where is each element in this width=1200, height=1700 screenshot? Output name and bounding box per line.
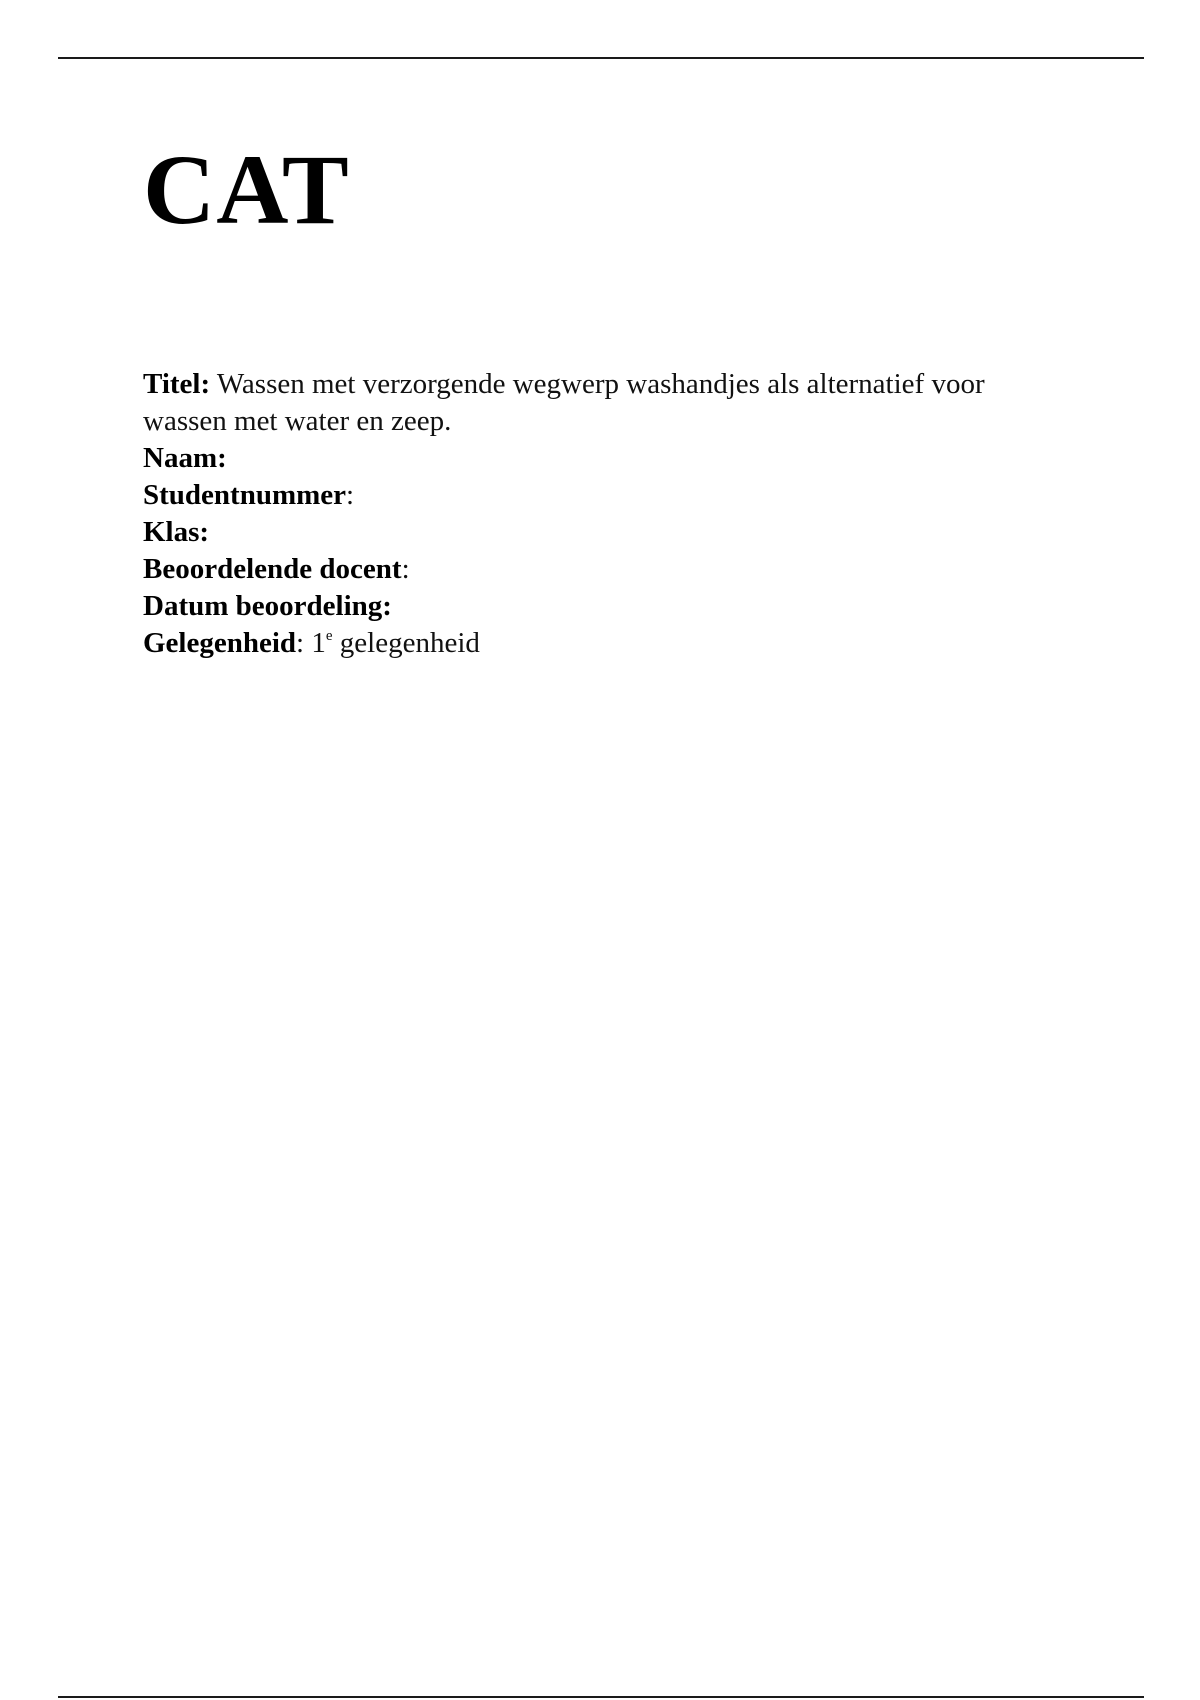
title-field	[143, 366, 1043, 440]
document-title: CAT	[143, 134, 350, 245]
class-label: Klas:	[143, 516, 210, 548]
occasion-colon: :	[296, 627, 305, 659]
student-number-label: Studentnummer	[143, 479, 347, 511]
title-label: Titel:	[143, 368, 211, 400]
name-label: Naam:	[143, 442, 227, 474]
teacher-colon: :	[401, 553, 410, 585]
teacher-field	[143, 551, 1043, 588]
top-rule	[58, 57, 1144, 59]
assessment-date-label: Datum beoordeling:	[143, 590, 392, 622]
occasion-ordinal-suffix: e	[325, 628, 333, 644]
title-value: Wassen met verzorgende wegwerp washandjes als alternatief voor wassen met water en zeep.	[143, 368, 985, 437]
class-field	[143, 514, 1043, 551]
occasion-text: gelegenheid	[339, 627, 480, 659]
teacher-label: Beoordelende docent	[143, 553, 402, 585]
metadata-block	[143, 366, 1043, 662]
assessment-date-field	[143, 588, 1043, 625]
occasion-number: 1	[311, 627, 326, 659]
occasion-field	[143, 625, 1043, 662]
student-number-field	[143, 477, 1043, 514]
student-number-colon: :	[346, 479, 355, 511]
occasion-label: Gelegenheid	[143, 627, 297, 659]
name-field	[143, 440, 1043, 477]
bottom-rule	[58, 1696, 1144, 1698]
